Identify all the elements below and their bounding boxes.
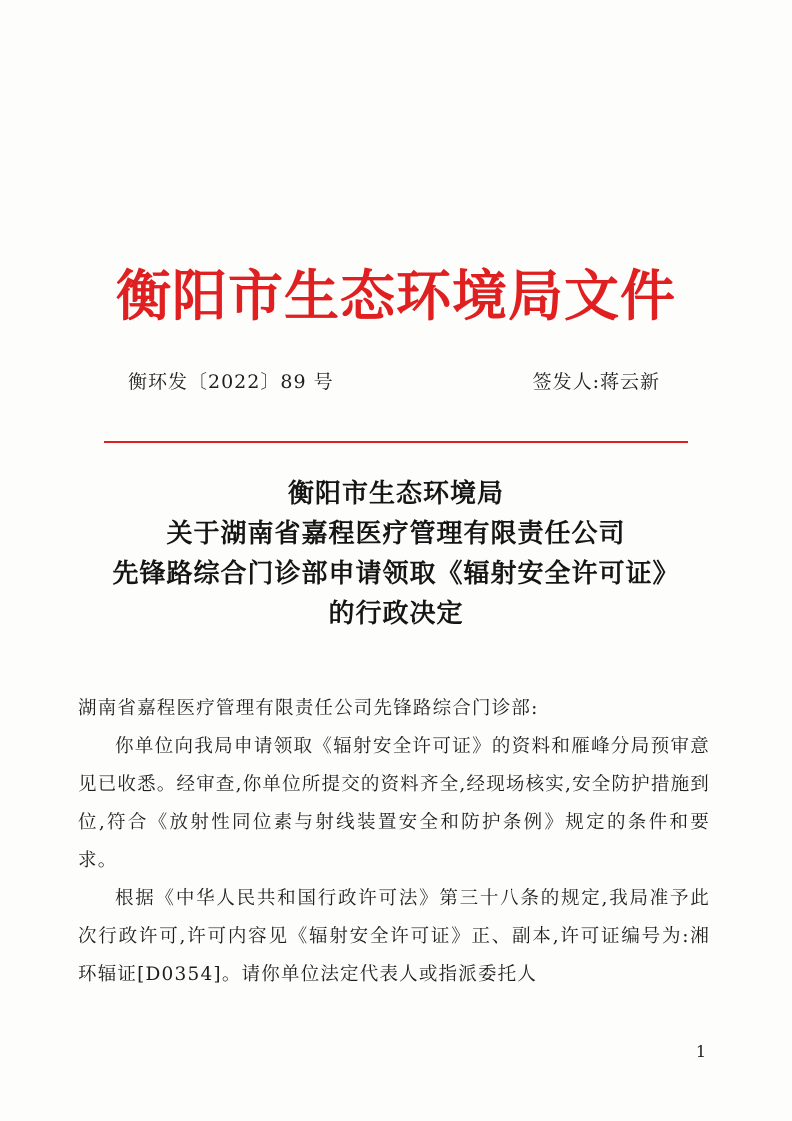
red-separator-line [104, 441, 688, 443]
decision-title-line: 关于湖南省嘉程医疗管理有限责任公司 [166, 519, 626, 549]
signer: 签发人:蒋云新 [532, 371, 660, 393]
body-paragraph: 根据《中华人民共和国行政许可法》第三十八条的规定,我局准予此次行政许可,许可内容见《辐射安全许可证》正、副本,许可证编号为:湘环辐证[D0354]。请你单位法定代表人或指派委托人 [78, 888, 710, 985]
document-header-title: 衡阳市生态环境局文件 [115, 263, 676, 328]
decision-title [40, 474, 752, 634]
salutation: 湖南省嘉程医疗管理有限责任公司先锋路综合门诊部: [78, 698, 539, 719]
document-number: 衡环发〔2022〕89 号 [128, 371, 334, 393]
document-body [78, 690, 710, 994]
decision-title-line: 衡阳市生态环境局 [287, 479, 504, 509]
body-paragraph: 你单位向我局申请领取《辐射安全许可证》的资料和雁峰分局预审意见已收悉。经审查,你单位所提交的资料齐全,经现场核实,安全防护措施到位,符合《放射性同位素与射线装置安全和防护条例》规定的条件和要求。 [78, 736, 710, 871]
page-number: 1 [695, 1042, 706, 1061]
decision-title-line: 的行政决定 [328, 599, 464, 629]
decision-title-line: 先锋路综合门诊部申请领取《辐射安全许可证》 [112, 559, 680, 589]
